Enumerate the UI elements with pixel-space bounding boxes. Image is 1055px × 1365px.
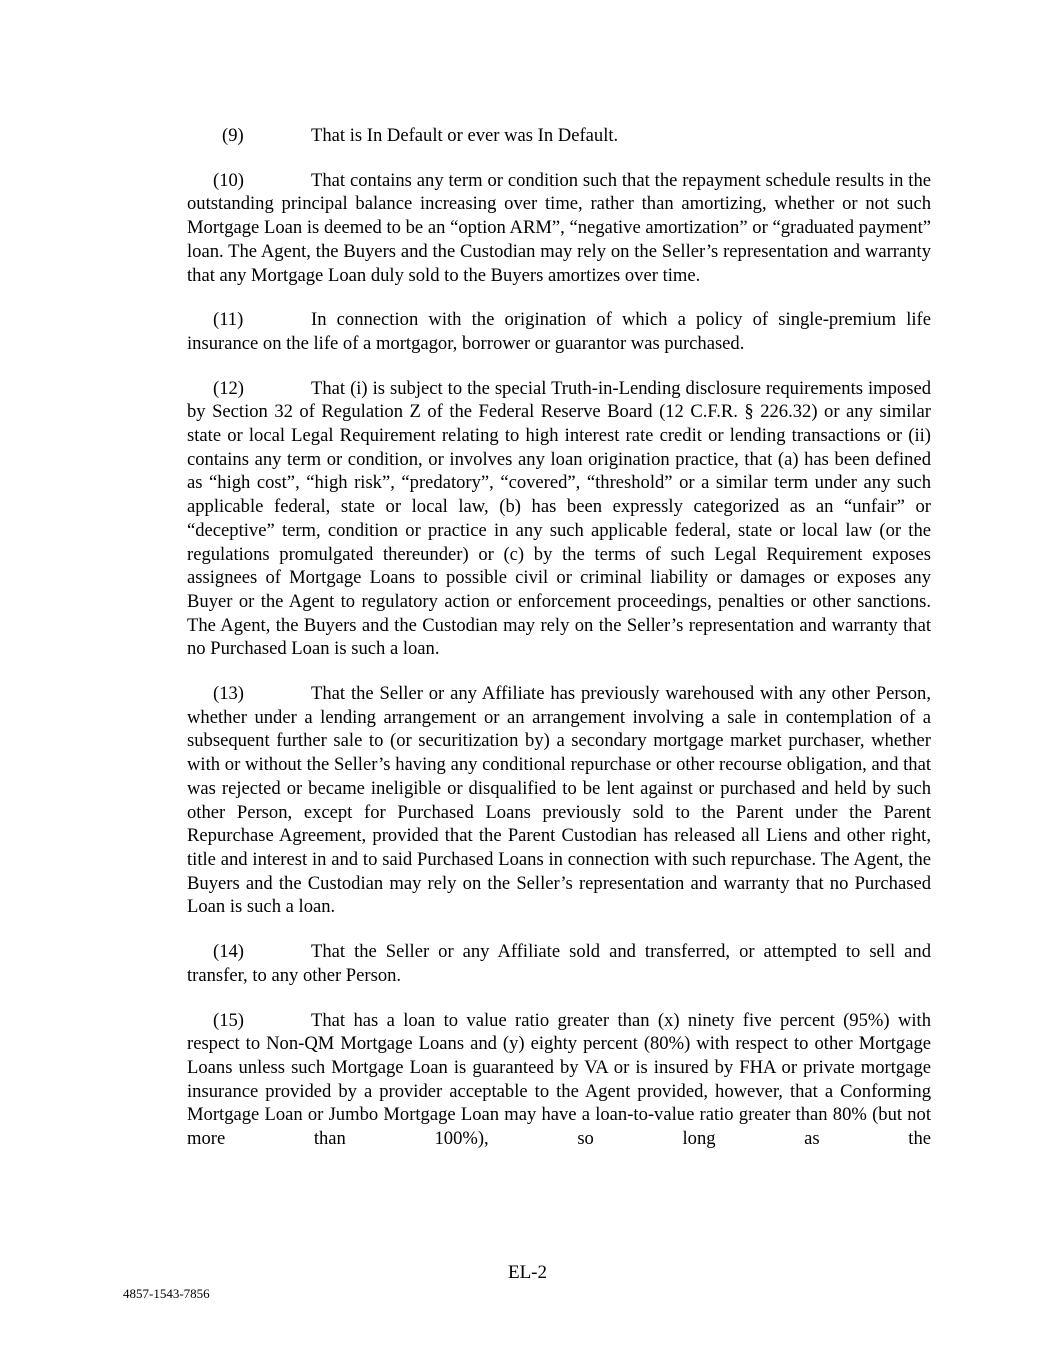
paragraph-text: That (i) is subject to the special Truth-in-Lending disclosure requirements imposed by Section 32 of Regulation Z of the Federal Reserve Board (12 C.F.R. § 226.32) or any similar state or local Legal Requirement relating to high interest rate credit or lending transactions or (ii) contains any term or condition, or involves any loan origination practice, that (a) has been defined as “high cost”, “high risk”, “predatory”, “covered”, “threshold” or a similar term under any such applicable federal, state or local law, (b) has been expressly categorized as an “unfair” or “deceptive” term, condition or practice in any such applicable federal, state or local law (or the regulations promulgated thereunder) or (c) by the terms of such Legal Requirement exposes assignees of Mortgage Loans to possible civil or criminal liability or damages or exposes any Buyer or the Agent to regulatory action or enforcement proceedings, penalties or other sanctions. The Agent, the Buyers and the Custodian may rely on the Seller’s representation and warranty that no Purchased Loan is such a loan. [187, 377, 931, 660]
paragraph-text: That contains any term or condition such that the repayment schedule results in the outstanding principal balance increasing over time, rather than amortizing, whether or not such Mortgage Loan is deemed to be an “option ARM”, “negative amortization” or “graduated payment” loan. The Agent, the Buyers and the Custodian may rely on the Seller’s representation and warranty that any Mortgage Loan duly sold to the Buyers amortizes over time. [187, 169, 931, 286]
paragraph-number: (14) [213, 941, 244, 963]
document-body [187, 124, 931, 1172]
document-id: 4857-1543-7856 [123, 1286, 210, 1301]
paragraph-13 [187, 682, 931, 919]
paragraph-15 [187, 1009, 931, 1151]
paragraph-14 [187, 940, 931, 987]
paragraph-number: (12) [213, 377, 244, 399]
paragraph-number: (13) [213, 683, 244, 705]
paragraph-text: In connection with the origination of which a policy of single-premium life insurance on the life of a mortgagor, borrower or guarantor was purchased. [187, 309, 931, 354]
paragraph-number: (10) [213, 169, 244, 191]
paragraph-12 [187, 377, 931, 661]
paragraph-text: That the Seller or any Affiliate has previously warehoused with any other Person, whether under a lending arrangement or an arrangement involving a sale in contemplation of a subsequent further sale to (or securitization by) a secondary mortgage market purchaser, whether with or without the Seller’s having any conditional repurchase or other recourse obligation, and that was rejected or became ineligible or disqualified to be lent against or purchased and held by such other Person, except for Purchased Loans previously sold to the Parent under the Parent Repurchase Agreement, provided that the Parent Custodian has released all Liens and other right, title and interest in and to said Purchased Loans in connection with such repurchase. The Agent, the Buyers and the Custodian may rely on the Seller’s representation and warranty that no Purchased Loan is such a loan. [187, 683, 931, 918]
paragraph-10 [187, 169, 931, 288]
paragraph-number: (9) [222, 125, 244, 146]
paragraph-11 [187, 308, 931, 355]
paragraph-number: (15) [213, 1009, 244, 1031]
page-number: EL-2 [507, 1262, 548, 1283]
paragraph-number: (11) [213, 309, 244, 331]
paragraph-9 [187, 124, 931, 148]
paragraph-text: That has a loan to value ratio greater than (x) ninety five percent (95%) with respect to Non-QM Mortgage Loans and (y) eighty percent (80%) with respect to other Mortgage Loans unless such Mortgage Loan is guaranteed by VA or is insured by FHA or private mortgage insurance provided by a provider acceptable to the Agent provided, however, that a Conforming Mortgage Loan or Jumbo Mortgage Loan may have a loan-to-value ratio greater than 80% (but not more than 100%), so long as the [187, 1009, 931, 1150]
paragraph-text: That the Seller or any Affiliate sold and transferred, or attempted to sell and transfer, to any other Person. [187, 941, 931, 986]
paragraph-text: That is In Default or ever was In Default. [311, 125, 619, 146]
